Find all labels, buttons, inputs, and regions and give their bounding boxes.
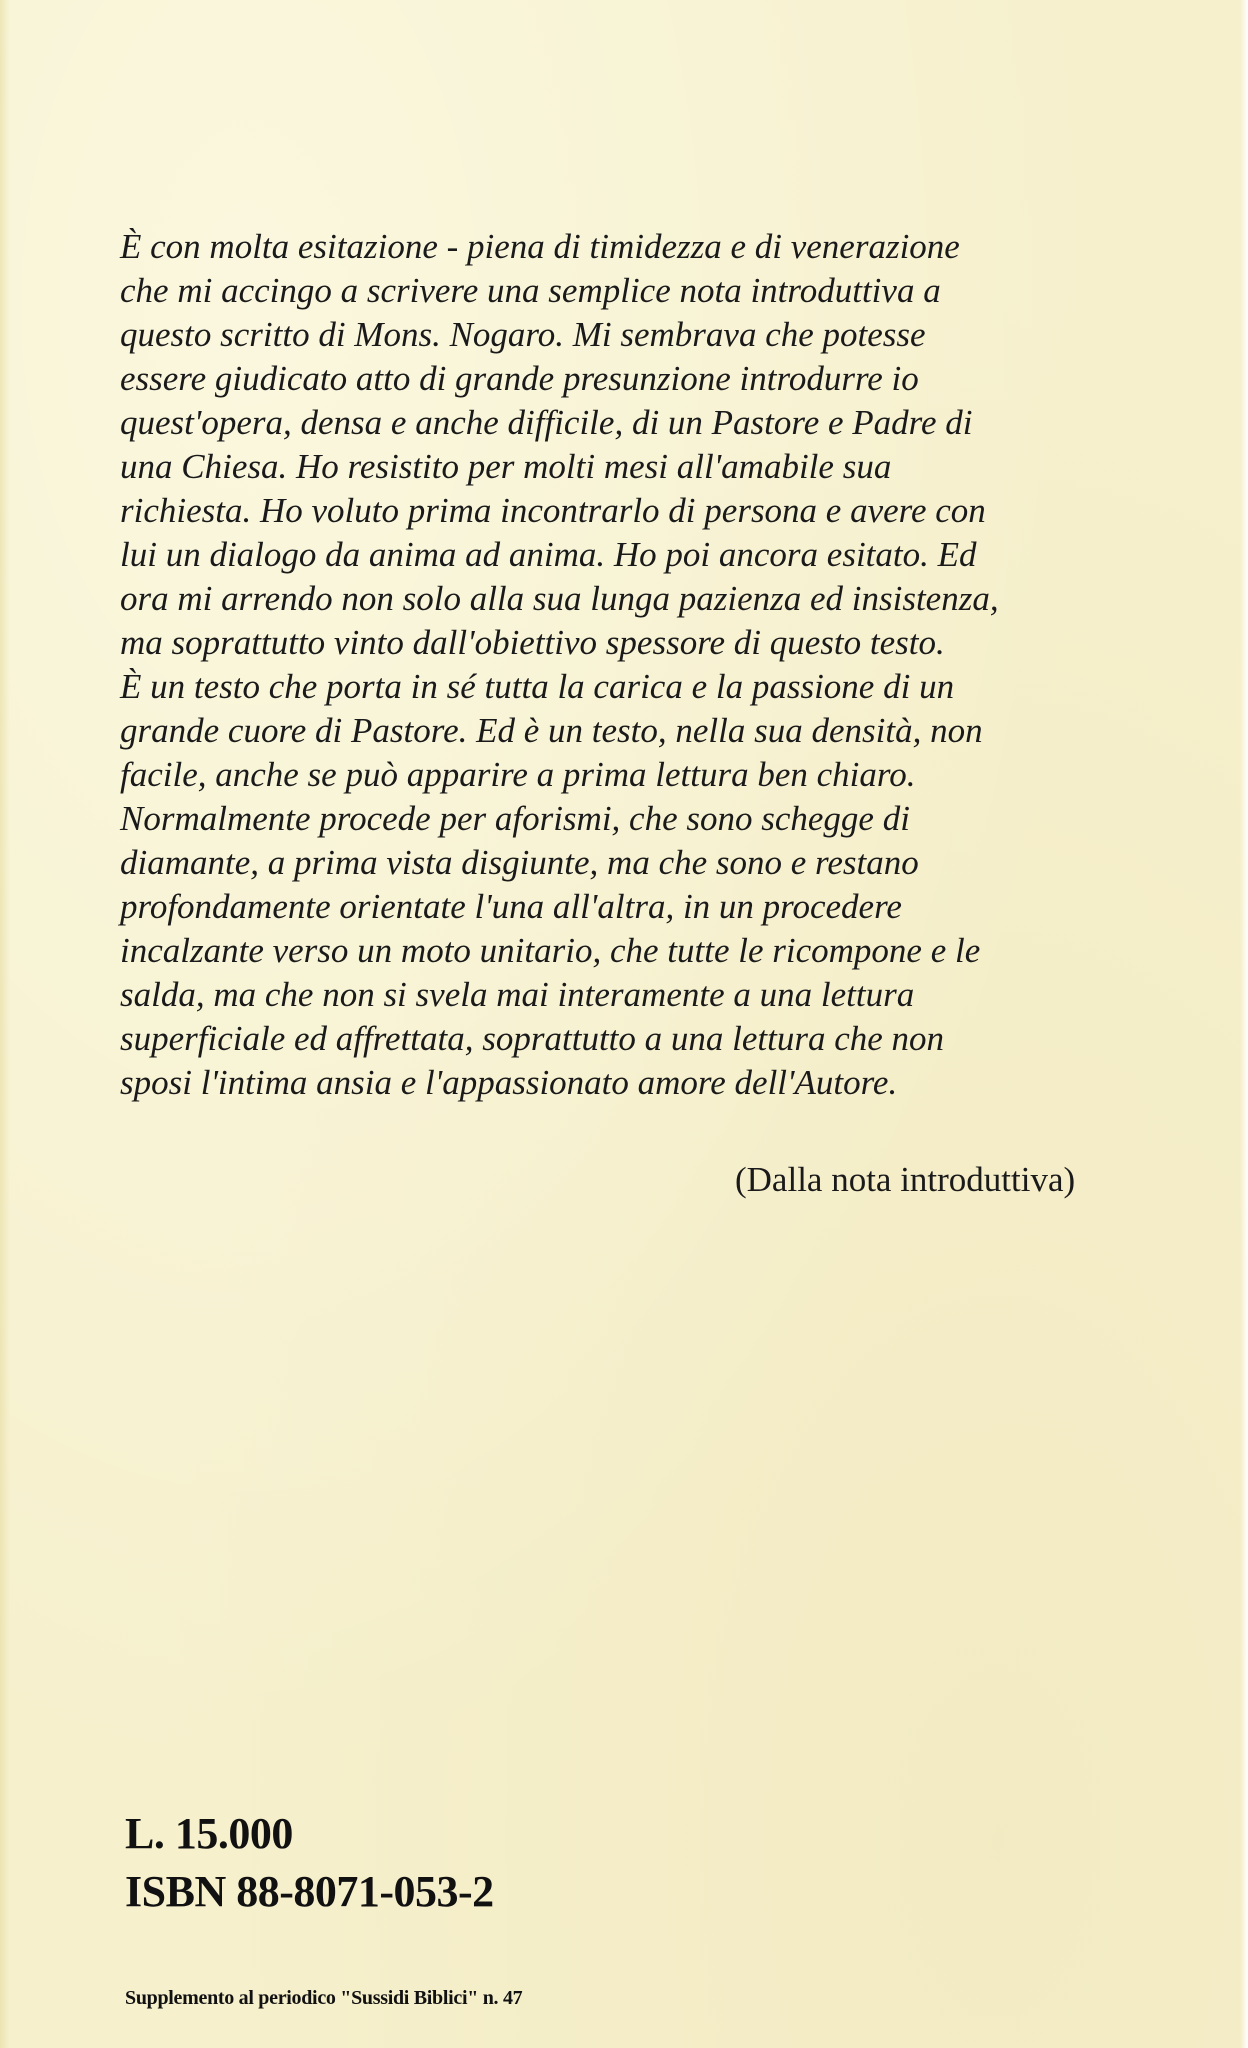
excerpt-line: profondamente orientate l'una all'altra, in un procedere [120, 887, 902, 926]
excerpt-line: questo scritto di Mons. Nogaro. Mi sembrava che potesse [120, 315, 926, 354]
excerpt-line: richiesta. Ho voluto prima incontrarlo di persona e avere con [120, 491, 986, 530]
excerpt-line: È con molta esitazione - piena di timidezza e di venerazione [120, 227, 960, 266]
excerpt-line: superficiale ed affrettata, soprattutto a una lettura che non [120, 1019, 945, 1058]
price-label: L. 15.000 [125, 1809, 293, 1858]
excerpt-line: facile, anche se può apparire a prima lettura ben chiaro. [120, 755, 916, 794]
excerpt-line: Normalmente procede per aforismi, che sono schegge di [120, 799, 910, 838]
excerpt-line: grande cuore di Pastore. Ed è un testo, nella sua densità, non [120, 711, 983, 750]
excerpt-line: salda, ma che non si svela mai interamente a una lettura [120, 975, 915, 1014]
isbn-label: ISBN 88-8071-053-2 [125, 1867, 494, 1916]
excerpt-line: ma soprattutto vinto dall'obiettivo spessore di questo testo. [120, 623, 945, 662]
excerpt-line: una Chiesa. Ho resistito per molti mesi all'amabile sua [120, 447, 892, 486]
excerpt-source: (Dalla nota introduttiva) [735, 1160, 1076, 1199]
excerpt-line: quest'opera, densa e anche difficile, di un Pastore e Padre di [120, 403, 973, 442]
excerpt-line: sposi l'intima ansia e l'appassionato amore dell'Autore. [120, 1063, 898, 1102]
paper-edge-left [0, 0, 10, 2048]
excerpt-line: diamante, a prima vista disgiunte, ma che sono e restano [120, 843, 919, 882]
excerpt-line: lui un dialogo da anima ad anima. Ho poi ancora esitato. Ed [120, 535, 977, 574]
excerpt-line: È un testo che porta in sé tutta la carica e la passione di un [120, 667, 955, 706]
excerpt-line: essere giudicato atto di grande presunzione introdurre io [120, 359, 919, 398]
supplement-note: Supplemento al periodico "Sussidi Biblici" n. 47 [125, 1987, 523, 2009]
excerpt-line: che mi accingo a scrivere una semplice nota introduttiva a [120, 271, 941, 310]
excerpt-line: incalzante verso un moto unitario, che tutte le ricompone e le [120, 931, 981, 970]
excerpt-line: ora mi arrendo non solo alla sua lunga pazienza ed insistenza, [120, 579, 999, 618]
introduction-excerpt [120, 225, 1120, 1105]
paper-edge-right [1240, 0, 1248, 2048]
